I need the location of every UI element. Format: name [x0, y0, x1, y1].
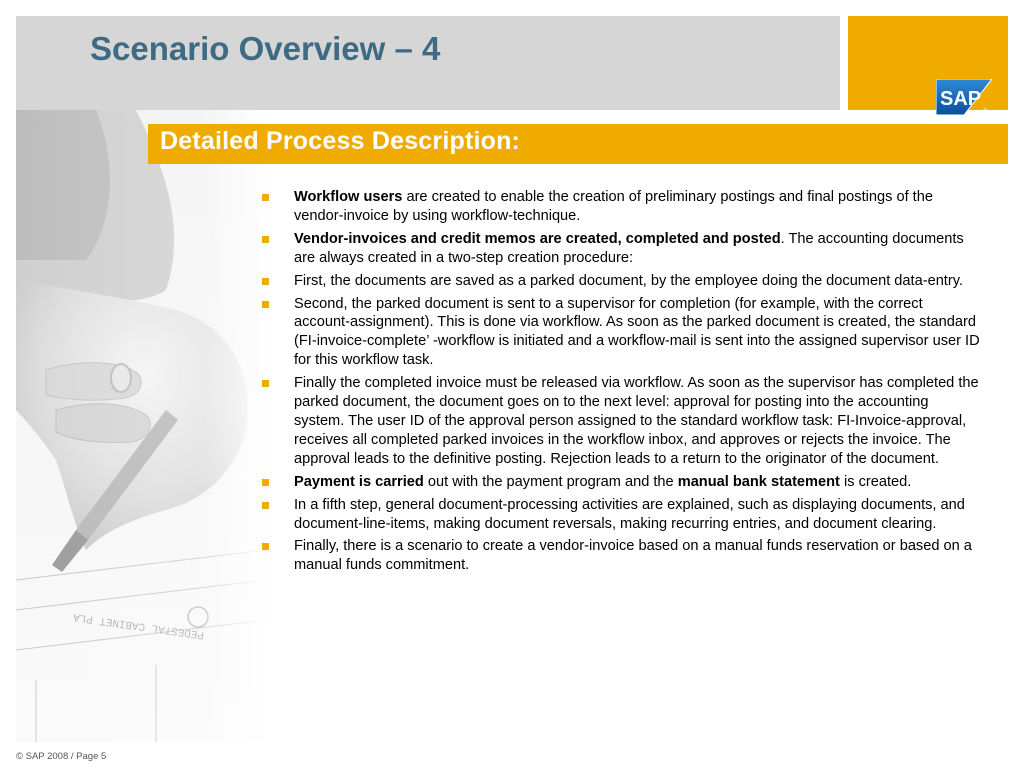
bullet-list: [262, 188, 982, 579]
bullet-item: [262, 537, 982, 575]
bullet-item: [262, 230, 982, 268]
title-bar: [16, 16, 840, 110]
bullet-bold-text: Workflow users: [294, 189, 403, 205]
bullet-item: [262, 496, 982, 534]
bullet-square-icon: [262, 236, 269, 243]
bullet-text: First, the documents are saved as a parked document, by the employee doing the document data-entry.: [294, 272, 963, 289]
section-banner: [148, 124, 1008, 164]
bullet-square-icon: [262, 543, 269, 550]
bullet-text: . The accounting documents are always created in a two-step creation procedure:: [294, 230, 964, 266]
bullet-square-icon: [262, 301, 269, 308]
bullet-bold-text: manual bank statement: [677, 473, 840, 490]
sap-logo: [936, 79, 992, 115]
bullet-bold-text: Payment is carried: [294, 473, 424, 490]
footer-copyright: © SAP 2008 / Page 5: [16, 751, 107, 762]
bullet-text: In a fifth step, general document-processing activities are explained, such as displaying documents, and document-line-items, making document reversals, making recurring entries, and document clearing.: [294, 496, 965, 532]
bullet-item: [262, 473, 982, 492]
slide-title: Scenario Overview – 4: [90, 30, 441, 67]
bullet-square-icon: [262, 278, 269, 285]
registered-mark: ®: [983, 109, 988, 115]
bullet-item: [262, 295, 982, 371]
bullet-square-icon: [262, 380, 269, 387]
bullet-square-icon: [262, 479, 269, 486]
sap-logo-text: SAP: [940, 88, 982, 110]
bullet-text: Finally the completed invoice must be released via workflow. As soon as the supervisor has completed the parked document, the document goes on to the next level: approval for posting into the accounting system. The user ID of the approval person assigned to the standard workflow task: FI-Invoice-approval, receives all completed parked invoices in the workflow inbox, and approves or rejects the invoice. The approval leads to the definitive posting. Rejection leads to a return to the originator of the document.: [294, 375, 979, 467]
logo-panel: [848, 16, 1008, 115]
bullet-text: are created to enable the creation of preliminary postings and final postings of the vendor-invoice by using workflow-technique.: [294, 189, 933, 224]
bullet-text: is created.: [839, 473, 912, 490]
bullet-square-icon: [262, 502, 269, 509]
bullet-text: Finally, there is a scenario to create a vendor-invoice based on a manual funds reservation or based on a manual funds commitment.: [294, 538, 972, 574]
bullet-item: [262, 188, 982, 226]
section-title: Detailed Process Description:: [160, 127, 521, 155]
bullet-item: [262, 272, 982, 291]
bullet-square-icon: [262, 194, 269, 201]
bullet-item: [262, 374, 982, 469]
bullet-text: Second, the parked document is sent to a supervisor for completion (for example, with the correct account-assignment). This is done via workflow. As soon as the parked document is created, the standard (FI-invoice-complete’ -workflow is initiated and a workflow-mail is sent into the assigned supervisor user ID for this workflow task.: [294, 295, 980, 369]
bullet-text: out with the payment program and the: [423, 473, 678, 490]
background-photo: [16, 110, 266, 742]
bullet-bold-text: Vendor-invoices and credit memos are created, completed and posted: [294, 230, 781, 247]
